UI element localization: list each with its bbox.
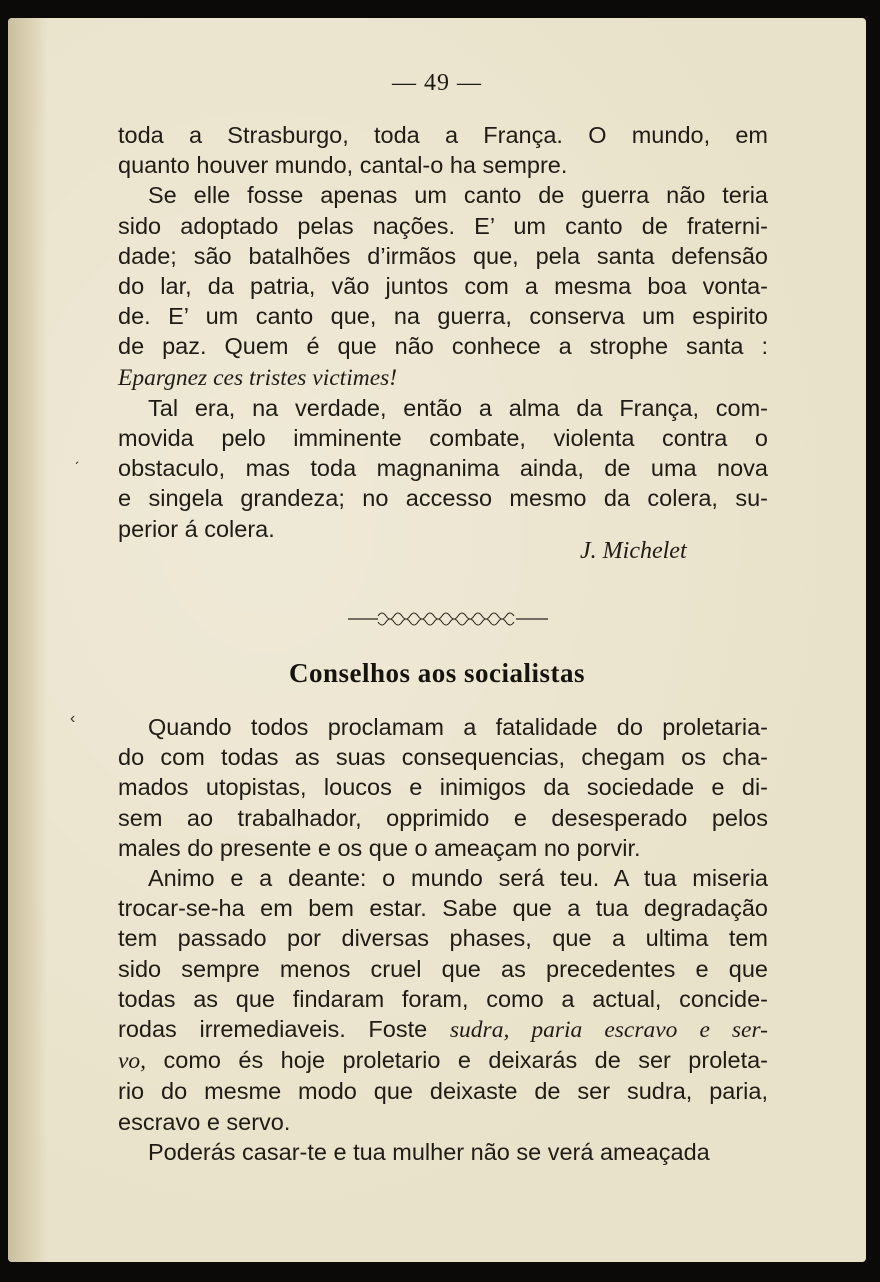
text-line: Animo e a deante: o mundo será teu. A tua miseria	[148, 865, 768, 892]
text-line: Poderás casar-te e tua mulher não se verá ameaçada	[148, 1138, 710, 1165]
text-line: toda a Strasburgo, toda a França. O mundo, em	[118, 122, 768, 148]
text-line	[118, 1045, 768, 1076]
italic-run: vo,	[118, 1048, 147, 1075]
text-line: todas as que findaram foram, como a actual, concide-	[118, 985, 768, 1012]
section-heading: Conselhos aos socialistas	[288, 658, 586, 688]
page-gutter-shadow	[8, 18, 48, 1262]
italic-quote: Epargnez ces tristes victimes!	[118, 364, 398, 391]
text-line: dade; são batalhões d’irmãos que, pela santa defensão	[118, 242, 768, 269]
italic-run: sudra, paria escravo e ser-	[449, 1017, 768, 1044]
text-line: obstaculo, mas toda magnanima ainda, de uma nova	[118, 455, 768, 482]
text-line: Se elle fosse apenas um canto de guerra não teria	[148, 182, 768, 209]
text-line: tem passado por diversas phases, que a ultima tem	[118, 925, 768, 952]
text-line: e singela grandeza; no accesso mesmo da colera, su-	[118, 485, 768, 512]
ornament-divider	[348, 604, 548, 634]
margin-mark: ˏ	[74, 448, 80, 465]
text-line: movida pelo imminente combate, violenta contra o	[118, 425, 768, 452]
text-line: mados utopistas, loucos e inimigos da sociedade e di-	[118, 774, 768, 801]
text-line: rio do mesme modo que deixaste de ser sudra, paria,	[118, 1078, 768, 1105]
author-signature: J. Michelet	[580, 538, 687, 564]
text-line: Tal era, na verdade, então a alma da França, com-	[148, 394, 768, 421]
text-line: do com todas as suas consequencias, chegam os cha-	[118, 744, 768, 771]
text-line: perior á colera.	[118, 515, 275, 542]
text-line: sido adoptado pelas nações. E’ um canto de fraterni-	[118, 212, 768, 239]
text-line: quanto houver mundo, cantal-o ha sempre.	[118, 152, 568, 179]
text-line	[118, 1014, 768, 1045]
text-line: escravo e servo.	[118, 1108, 291, 1135]
book-page	[8, 18, 866, 1262]
text-run: rodas irremediaveis. Foste	[118, 1016, 450, 1043]
text-line: de. E’ um canto que, na guerra, conserva um espirito	[118, 303, 768, 330]
text-line: sem ao trabalhador, opprimido e desesperado pelos	[118, 804, 768, 831]
text-line: de paz. Quem é que não conhece a strophe santa :	[118, 333, 768, 360]
text-line: Quando todos proclamam a fatalidade do proletaria-	[148, 714, 768, 740]
margin-mark: ‹	[70, 710, 76, 727]
text-line: trocar-se-ha em bem estar. Sabe que a tua degradação	[118, 895, 768, 922]
page-number: — 49 —	[392, 70, 482, 96]
text-line: do lar, da patria, vão juntos com a mesma boa vonta-	[118, 273, 768, 300]
text-line: males do presente e os que o ameaçam no porvir.	[118, 834, 641, 861]
text-block-lower	[118, 712, 768, 1167]
text-line	[118, 362, 768, 393]
text-block-upper	[118, 120, 768, 544]
text-run: como és hoje proletario e deixarás de ser proleta-	[146, 1047, 768, 1074]
text-line: sido sempre menos cruel que as precedentes e que	[118, 955, 768, 982]
